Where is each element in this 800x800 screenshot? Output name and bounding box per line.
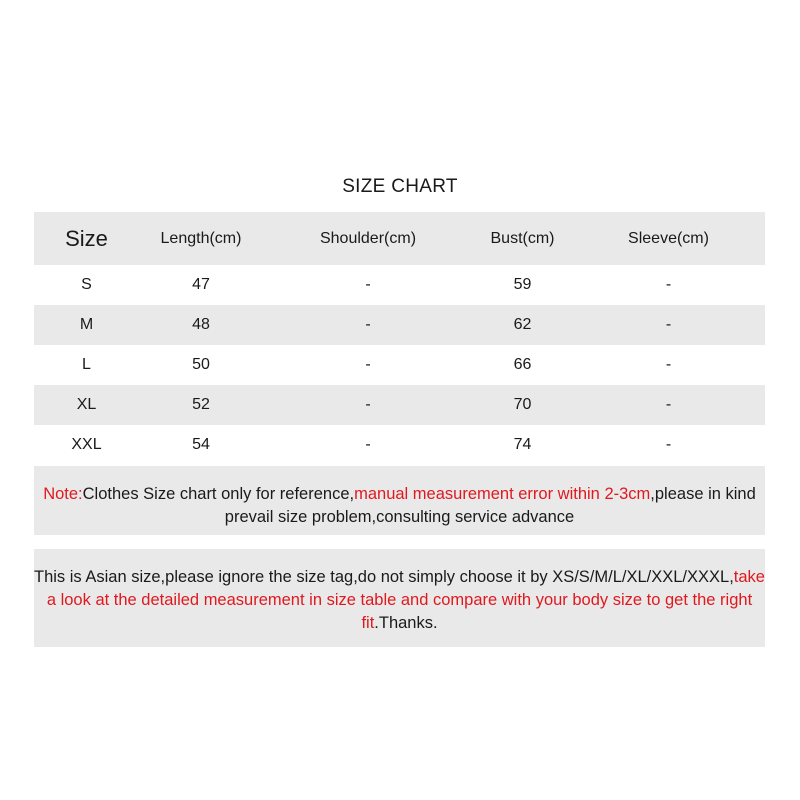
table-row — [34, 385, 765, 425]
notice-highlight: take a look at the detailed measurement in size table and compare with your body size to get the right fit — [46, 568, 765, 632]
cell-bust: 74 — [513, 436, 532, 453]
cell-sleeve: - — [665, 276, 672, 293]
table-header-row — [34, 212, 765, 265]
note-highlight: manual measurement error within 2-3cm — [354, 485, 651, 503]
header-shoulder: Shoulder(cm) — [319, 229, 417, 247]
page-title: SIZE CHART — [342, 176, 458, 197]
cell-size: L — [82, 356, 91, 373]
table-row — [34, 265, 765, 305]
table-row — [34, 305, 765, 345]
notice-text: This is Asian size,please ignore the size tag,do not simply choose it by XS/S/M/L/XL/XXL/XXXL, — [34, 568, 734, 586]
cell-length: 48 — [192, 316, 210, 333]
cell-length: 47 — [192, 276, 210, 293]
header-length: Length(cm) — [160, 229, 242, 247]
header-sleeve: Sleeve(cm) — [628, 229, 709, 247]
header-bust: Bust(cm) — [490, 229, 555, 247]
table-row — [34, 345, 765, 385]
cell-bust: 62 — [513, 316, 532, 333]
cell-size: M — [79, 316, 94, 333]
note-label: Note: — [43, 485, 83, 503]
cell-shoulder: - — [365, 396, 371, 413]
note-text-end: ,please in kind prevail size problem,consulting service advance — [224, 485, 756, 526]
cell-length: 50 — [192, 356, 210, 373]
cell-shoulder: - — [365, 316, 371, 333]
cell-shoulder: - — [365, 436, 371, 453]
cell-shoulder: - — [365, 356, 371, 373]
cell-length: 52 — [192, 396, 210, 413]
cell-sleeve: - — [665, 436, 672, 453]
cell-size: XXL — [71, 436, 102, 453]
size-table — [34, 212, 765, 465]
cell-sleeve: - — [665, 396, 672, 413]
header-size: Size — [65, 225, 108, 251]
asian-size-notice — [34, 549, 765, 647]
cell-shoulder: - — [365, 276, 371, 293]
cell-length: 54 — [192, 436, 210, 453]
table-row — [34, 425, 765, 465]
cell-sleeve: - — [665, 356, 672, 373]
note-text: Clothes Size chart only for reference, — [82, 485, 355, 503]
cell-bust: 70 — [513, 396, 532, 413]
cell-bust: 59 — [513, 276, 532, 293]
cell-size: S — [81, 276, 92, 293]
cell-bust: 66 — [513, 356, 532, 373]
cell-sleeve: - — [665, 316, 672, 333]
cell-size: XL — [76, 396, 97, 413]
notice-text-end: .Thanks. — [374, 614, 438, 632]
reference-note — [34, 466, 765, 535]
